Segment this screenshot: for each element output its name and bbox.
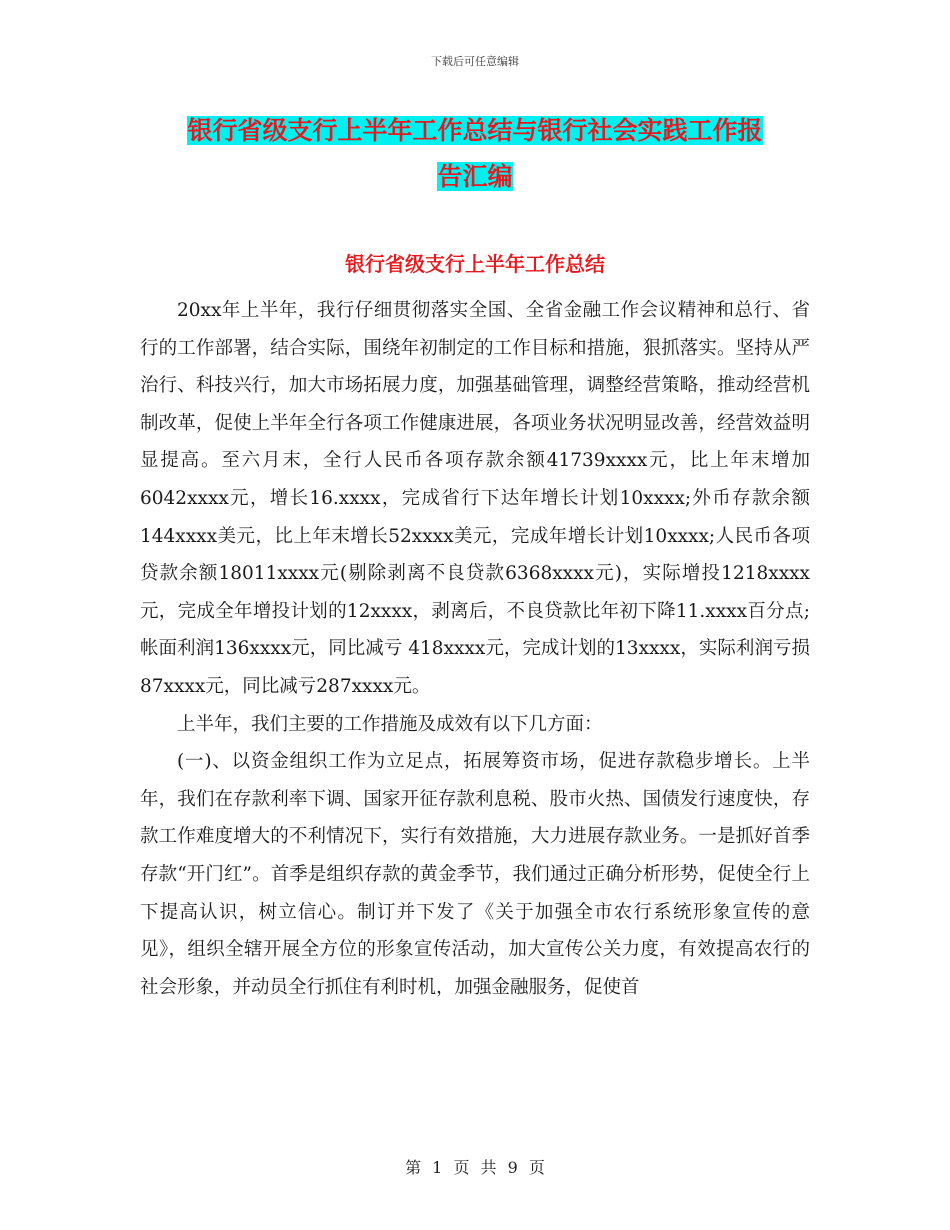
- page-number-footer: 第 1 页 共 9 页: [405, 1158, 545, 1177]
- document-body: [140, 292, 810, 1006]
- body-paragraph: (一)、以资金组织工作为立足点，拓展筹资市场，促进存款稳步增长。上半年，我们在存款利率下调、国家开征存款利息税、股市火热、国债发行速度快，存款工作难度增大的不利情况下，实行有效措施，大力进展存款业务。一是抓好首季存款“开门红”。首季是组织存款的黄金季节，我们通过正确分析形势，促使全行上下提高认识，树立信心。制订并下发了《关于加强全市农行系统形象宣传的意见》，组织全辖开展全方位的形象宣传活动，加大宣传公关力度，有效提高农行的社会形象，并动员全行抓住有利时机，加强金融服务，促使首: [140, 751, 810, 998]
- document-title: [140, 108, 810, 200]
- document-title-line-1: 银行省级支行上半年工作总结与银行社会实践工作报: [187, 116, 763, 145]
- body-paragraph: 20xx年上半年，我行仔细贯彻落实全国、全省金融工作会议精神和总行、省行的工作部署，结合实际，围绕年初制定的工作目标和措施，狠抓落实。坚持从严治行、科技兴行，加大市场拓展力度，加强基础管理，调整经营策略，推动经营机制改革，促使上半年全行各项工作健康进展，各项业务状况明显改善，经营效益明显提高。至六月末，全行人民币各项存款余额41739xxxx元，比上年末增加6042xxxx元，增长16.xxxx，完成省行下达年增长计划10xxxx;外币存款余额144xxxx美元，比上年末增长52xxxx美元，完成年增长计划10xxxx;人民币各项贷款余额18011xxxx元(剔除剥离不良贷款6368xxxx元)，实际增投1218xxxx元，完成全年增投计划的12xxxx，剥离后，不良贷款比年初下降11.xxxx百分点;帐面利润136xxxx元，同比减亏 418xxxx元，完成计划的13xxxx，实际利润亏损87xxxx元，同比减亏287xxxx元。: [140, 300, 810, 697]
- body-paragraph: 上半年，我们主要的工作措施及成效有以下几方面：: [177, 713, 603, 735]
- document-title-line-2: 告汇编: [437, 162, 513, 191]
- section-title: 银行省级支行上半年工作总结: [345, 252, 605, 276]
- page-header-note: 下载后可任意编辑: [431, 55, 519, 68]
